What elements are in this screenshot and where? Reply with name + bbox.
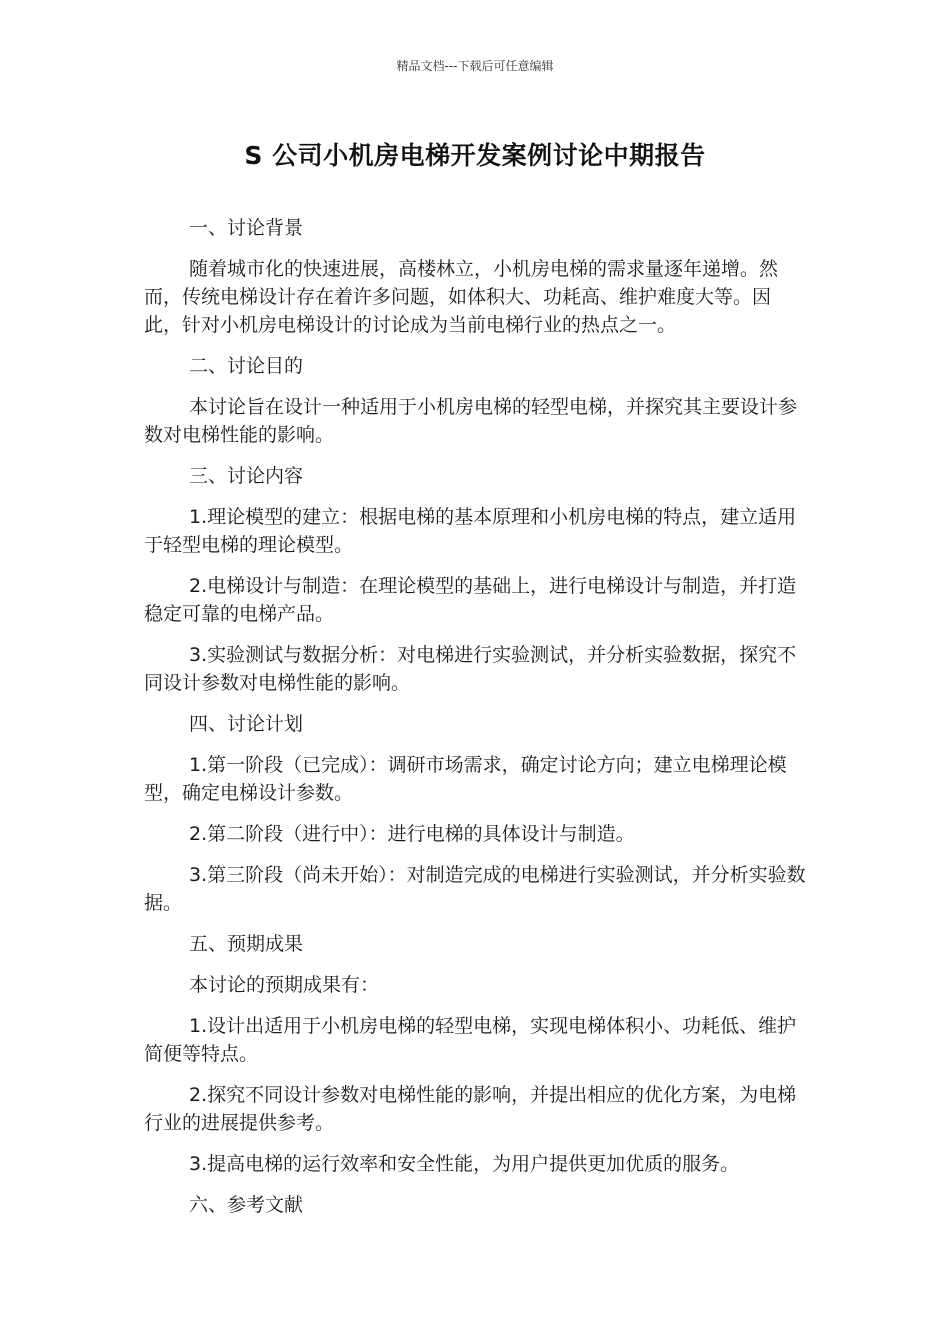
plan-item-2: 2.第二阶段（进行中）：进行电梯的具体设计与制造。 — [189, 823, 635, 845]
section-heading-content: 三、讨论内容 — [189, 465, 304, 487]
section-heading-references: 六、参考文献 — [189, 1194, 304, 1216]
document-title: S 公司小机房电梯开发案例讨论中期报告 — [244, 141, 706, 170]
section-heading-results: 五、预期成果 — [189, 933, 304, 955]
content-item-3: 3.实验测试与数据分析：对电梯进行实验测试，并分析实验数据，探究不同设计参数对电梯性能的影响。 — [144, 644, 797, 694]
content-item-2: 2.电梯设计与制造：在理论模型的基础上，进行电梯设计与制造，并打造稳定可靠的电梯产品。 — [144, 575, 797, 625]
document-body — [144, 214, 806, 1232]
results-item-1: 1.设计出适用于小机房电梯的轻型电梯，实现电梯体积小、功耗低、维护简便等特点。 — [144, 1015, 797, 1065]
plan-item-1: 1.第一阶段（已完成）：调研市场需求，确定讨论方向；建立电梯理论模型，确定电梯设计参数。 — [144, 754, 787, 804]
content-item-1: 1.理论模型的建立：根据电梯的基本原理和小机房电梯的特点，建立适用于轻型电梯的理论模型。 — [144, 506, 797, 556]
results-item-2: 2.探究不同设计参数对电梯性能的影响，并提出相应的优化方案，为电梯行业的进展提供参考。 — [144, 1084, 797, 1134]
purpose-paragraph: 本讨论旨在设计一种适用于小机房电梯的轻型电梯，并探究其主要设计参数对电梯性能的影响。 — [144, 396, 798, 446]
header-note: 精品文档---下载后可任意编辑 — [396, 59, 554, 73]
section-heading-background: 一、讨论背景 — [189, 217, 304, 239]
background-paragraph: 随着城市化的快速进展，高楼林立，小机房电梯的需求量逐年递增。然而，传统电梯设计存在着许多问题，如体积大、功耗高、维护难度大等。因此，针对小机房电梯设计的讨论成为当前电梯行业的热点之一。 — [144, 258, 779, 336]
section-heading-plan: 四、讨论计划 — [189, 713, 304, 735]
results-intro: 本讨论的预期成果有： — [189, 974, 380, 996]
section-heading-purpose: 二、讨论目的 — [189, 355, 304, 377]
results-item-3: 3.提高电梯的运行效率和安全性能，为用户提供更加优质的服务。 — [189, 1153, 740, 1175]
plan-item-3: 3.第三阶段（尚未开始）：对制造完成的电梯进行实验测试，并分析实验数据。 — [144, 864, 806, 914]
